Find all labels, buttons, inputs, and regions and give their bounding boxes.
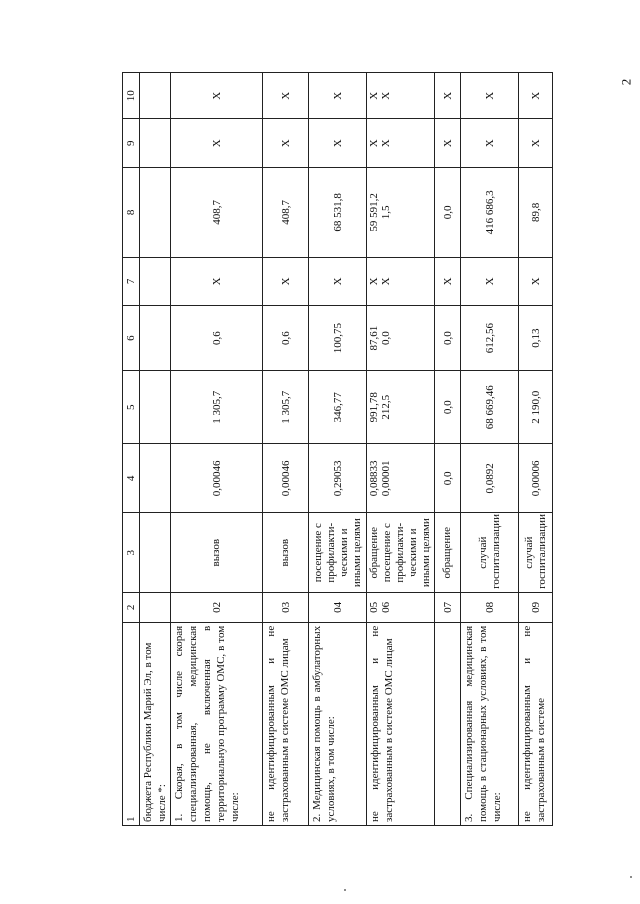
value-cell: 408,7 <box>171 167 263 257</box>
unit-cell: обращение <box>435 513 461 592</box>
unit-cell: вызов <box>171 513 263 592</box>
value-cell: 0,0892 <box>461 444 519 513</box>
row-label: 2. Медицинская помощь в амбулаторных условиях, в том числе: <box>309 622 367 825</box>
value-cell: Х <box>519 119 553 167</box>
row-label: 3. Специализированная медицинская помощь в стационарных условиях, в том числе: <box>461 622 519 825</box>
rotated-table-sheet <box>122 72 598 826</box>
value-cell: 991,78 212,5 <box>367 371 435 444</box>
value-cell: 346,77 <box>309 371 367 444</box>
value-cell: Х <box>461 119 519 167</box>
col-header: 1 <box>123 622 140 825</box>
unit-cell: вызов <box>263 513 309 592</box>
row-code: 02 <box>171 592 263 622</box>
col-header: 9 <box>123 119 140 167</box>
value-cell: 612,56 <box>461 306 519 371</box>
value-cell: Х <box>171 73 263 119</box>
value-cell: 0,0 <box>435 371 461 444</box>
value-cell: 0,00046 <box>171 444 263 513</box>
row-code: 05 06 <box>367 592 435 622</box>
unit-cell: обращение посещение с профилакти-ческими и иными целями <box>367 513 435 592</box>
table-row <box>263 73 309 826</box>
value-cell: Х <box>309 257 367 305</box>
data-table <box>122 72 553 826</box>
row-label: не идентифицированным и не застрахованным в системе ОМС лицам <box>263 622 309 825</box>
value-cell: 0,29053 <box>309 444 367 513</box>
table-row <box>140 73 171 826</box>
col-header: 8 <box>123 167 140 257</box>
value-cell: 0,00046 <box>263 444 309 513</box>
table-row <box>367 73 435 826</box>
value-cell: 100,75 <box>309 306 367 371</box>
row-label: не идентифицированным и не застрахованным в системе ОМС лицам <box>367 622 435 825</box>
value-cell: 2 190,0 <box>519 371 553 444</box>
table-row <box>435 73 461 826</box>
value-cell: Х <box>461 73 519 119</box>
col-header: 4 <box>123 444 140 513</box>
table-row <box>309 73 367 826</box>
value-cell: 0,08833 0,00001 <box>367 444 435 513</box>
value-cell: 1 305,7 <box>171 371 263 444</box>
value-cell: Х Х <box>367 73 435 119</box>
value-cell: 0,6 <box>171 306 263 371</box>
value-cell: 416 686,3 <box>461 167 519 257</box>
row-code: 09 <box>519 592 553 622</box>
value-cell: 68 669,46 <box>461 371 519 444</box>
value-cell: 0,0 <box>435 444 461 513</box>
col-header: 10 <box>123 73 140 119</box>
value-cell: 0,13 <box>519 306 553 371</box>
unit-cell: посещение с профилакти-ческими и иными целями <box>309 513 367 592</box>
value-cell: Х <box>171 119 263 167</box>
value-cell: Х Х <box>367 257 435 305</box>
page-number: 2 <box>618 78 633 86</box>
value-cell: 59 591,2 1,5 <box>367 167 435 257</box>
col-header: 2 <box>123 592 140 622</box>
scan-speck <box>344 889 346 891</box>
unit-cell: случай госпитализации <box>519 513 553 592</box>
value-cell: 1 305,7 <box>263 371 309 444</box>
row-code: 03 <box>263 592 309 622</box>
row-label: бюджета Республики Марий Эл, в том числе *: <box>140 622 171 825</box>
col-header: 5 <box>123 371 140 444</box>
value-cell: 0,00006 <box>519 444 553 513</box>
value-cell: Х <box>519 257 553 305</box>
value-cell: Х <box>171 257 263 305</box>
row-code: 04 <box>309 592 367 622</box>
column-number-row <box>123 73 140 826</box>
value-cell: 89,8 <box>519 167 553 257</box>
row-code: 08 <box>461 592 519 622</box>
table-row <box>171 73 263 826</box>
value-cell: Х <box>263 257 309 305</box>
value-cell: Х <box>435 73 461 119</box>
table-row <box>461 73 519 826</box>
value-cell: 87,61 0,0 <box>367 306 435 371</box>
value-cell: Х <box>309 73 367 119</box>
value-cell: Х <box>461 257 519 305</box>
value-cell: Х <box>263 119 309 167</box>
row-code: 07 <box>435 592 461 622</box>
value-cell: 0,6 <box>263 306 309 371</box>
scan-speck <box>630 876 632 878</box>
value-cell: Х <box>309 119 367 167</box>
value-cell: 68 531,8 <box>309 167 367 257</box>
col-header: 7 <box>123 257 140 305</box>
col-header: 6 <box>123 306 140 371</box>
table-row <box>519 73 553 826</box>
row-label <box>435 622 461 825</box>
value-cell: Х <box>519 73 553 119</box>
value-cell: 0,0 <box>435 167 461 257</box>
unit-cell: случай госпитализации <box>461 513 519 592</box>
col-header: 3 <box>123 513 140 592</box>
value-cell: Х Х <box>367 119 435 167</box>
value-cell: Х <box>263 73 309 119</box>
value-cell: Х <box>435 257 461 305</box>
value-cell: 408,7 <box>263 167 309 257</box>
value-cell: Х <box>435 119 461 167</box>
row-label: не идентифицированным и не застрахованным в системе <box>519 622 553 825</box>
value-cell: 0,0 <box>435 306 461 371</box>
row-label: 1. Скорая, в том числе скорая специализированная, медицинская помощь, не включенная в территориальную программу ОМС, в том числе: <box>171 622 263 825</box>
